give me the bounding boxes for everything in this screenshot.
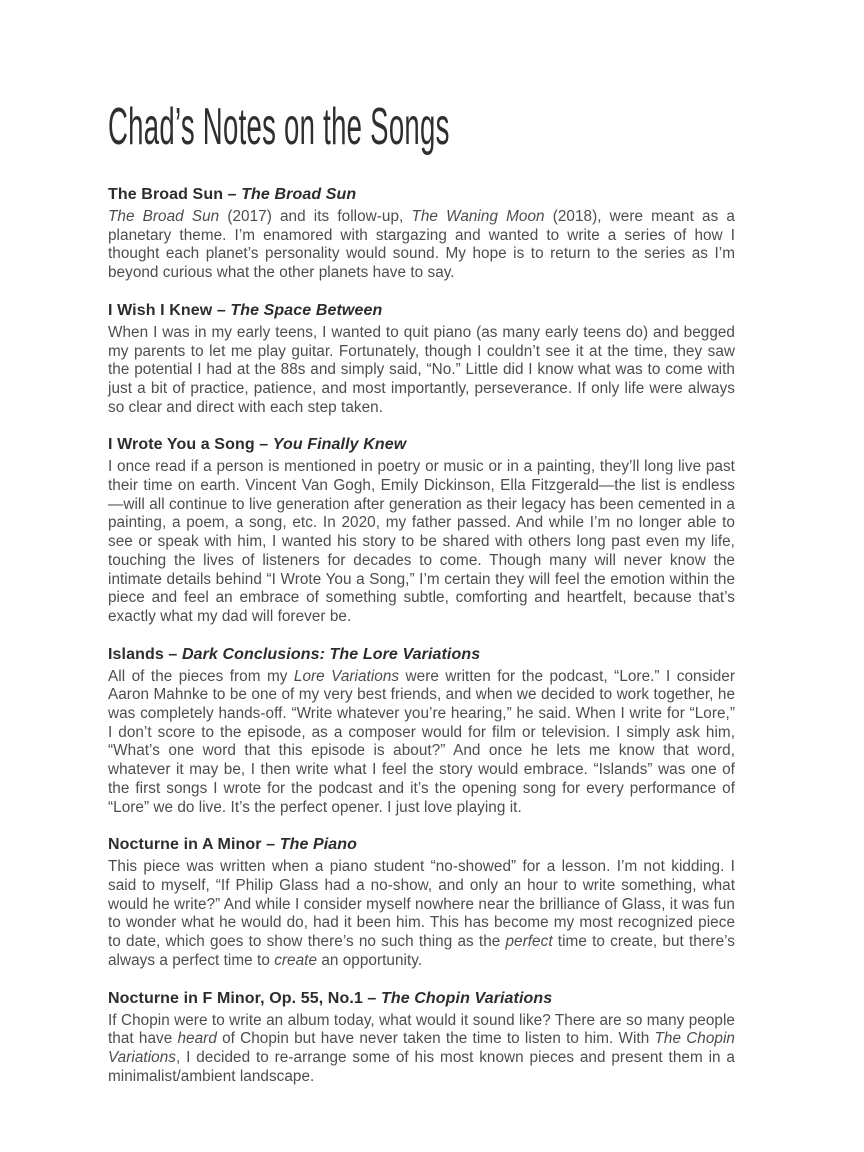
text-run: When I was in my early teens, I wanted to quit piano (as many early teens do) and begged my parents to let me play guitar. Fortunately, though I couldn’t see it at the time, they saw the potential I had at the 88s and simply said, “No.” Little did I know what was to come with just a bit of practice, patience, and most importantly, perseverance. If only life were always so clear and direct with each step taken. <box>108 323 735 416</box>
italic-run: Lore Variations <box>293 667 400 685</box>
song-heading <box>108 185 735 205</box>
text-run: of Chopin but have never taken the time to listen to him. With <box>216 1030 655 1048</box>
album-title: You Finally Knew <box>272 436 407 454</box>
song-title: Nocturne in A Minor <box>108 836 262 854</box>
italic-run: perfect <box>505 933 553 951</box>
heading-separator: – <box>223 186 242 203</box>
album-title: The Chopin Variations <box>380 989 553 1007</box>
song-note <box>108 324 735 418</box>
song-note <box>108 1012 735 1087</box>
song-section <box>108 435 735 626</box>
italic-run: The Chopin Variations <box>108 1030 735 1066</box>
song-note <box>108 858 735 970</box>
song-heading <box>108 989 735 1009</box>
album-title: The Piano <box>279 836 358 854</box>
song-section <box>108 645 735 818</box>
song-title: I Wrote You a Song <box>108 436 255 454</box>
heading-separator: – <box>254 436 273 454</box>
italic-run: The Broad Sun <box>108 208 220 225</box>
italic-run: create <box>274 951 318 969</box>
song-note <box>108 668 735 818</box>
song-section <box>108 835 735 970</box>
text-run: (2018), were meant as a planetary theme. I’m enamored with stargazing and wanted to write a series of how I thought each planet’s personality would sound. My hope is to return to the series as I’m beyond curious what the other planets have to say. <box>108 208 735 282</box>
text-run: This piece was written when a piano student “no-showed” for a lesson. I’m not kidding. I said to myself, “If Philip Glass had a no-show, and only an hour to write something, what would he write?” And while I consider myself nowhere near the brilliance of Glass, it was fun to wonder what he would do, had it been him. This has become my most recognized piece to date, which goes to show there’s no such thing as the <box>108 858 735 951</box>
page-title: Chad’s Notes on the Songs <box>108 98 450 156</box>
text-run: If Chopin were to write an album today, what would it sound like? There are so many people that have <box>108 1011 735 1048</box>
text-run: All of the pieces from my <box>108 667 294 685</box>
text-run: were written for the podcast, “Lore.” I consider Aaron Mahnke to be one of my very best friends, and when we decided to work together, he was completely hands-off. “Write whatever you’re hearing,” he said. When I write for “Lore,” I don’t score to the episode, as a composer would for film or television. I simply ask him, “What’s one word that this episode is about?” And once he lets me know that word, whatever it may be, I then write what I feel the story would embrace. “Islands” was one of the first songs I wrote for the podcast and it’s the opening song for every performance of “Lore” we do live. It’s the perfect opener. I just love playing it. <box>108 667 735 816</box>
song-title: I Wish I Knew <box>108 301 213 319</box>
sections <box>108 185 735 1086</box>
heading-separator: – <box>163 645 182 663</box>
page-content <box>108 100 735 1104</box>
album-title: Dark Conclusions: The Lore Variations <box>181 645 481 663</box>
album-title: The Broad Sun <box>241 186 357 203</box>
song-note <box>108 458 735 626</box>
song-section <box>108 185 735 283</box>
heading-separator: – <box>212 301 231 319</box>
text-run: , I decided to re-arrange some of his most known pieces and present them in a minimalist/ambient landscape. <box>108 1048 735 1085</box>
song-heading <box>108 835 735 855</box>
italic-run: heard <box>177 1030 217 1048</box>
song-title: The Broad Sun <box>108 186 224 203</box>
song-title: Nocturne in F Minor, Op. 55, No.1 <box>108 989 363 1007</box>
text-run: I once read if a person is mentioned in poetry or music or in a painting, they’ll long live past their time on earth. Vincent Van Gogh, Emily Dickinson, Ella Fitzgerald—the list is endless—will all continue to live generation after generation as their legacy has been cemented in a painting, a poem, a song, etc. In 2020, my father passed. And while I’m no longer able to see or speak with him, I wanted his story to be shared with others long past even my life, touching the lives of listeners for decades to come. Though many will never know the intimate details behind “I Wrote You a Song,” I’m certain they will feel the emotion within the piece and feel an embrace of something subtle, comforting and heartfelt, because that’s exactly what my dad will forever be. <box>108 458 735 625</box>
text-run: an opportunity. <box>317 951 423 969</box>
text-run: (2017) and its follow-up, <box>219 208 412 225</box>
song-heading <box>108 301 735 321</box>
album-title: The Space Between <box>230 301 383 319</box>
song-note <box>108 208 735 283</box>
song-section <box>108 989 735 1087</box>
song-title: Islands <box>108 645 164 663</box>
text-run: time to create, but there’s always a perfect time to <box>108 933 735 969</box>
heading-separator: – <box>362 989 381 1007</box>
heading-separator: – <box>261 836 280 854</box>
italic-run: The Waning Moon <box>411 208 545 225</box>
song-section <box>108 301 735 418</box>
song-heading <box>108 645 735 665</box>
song-heading <box>108 435 735 455</box>
